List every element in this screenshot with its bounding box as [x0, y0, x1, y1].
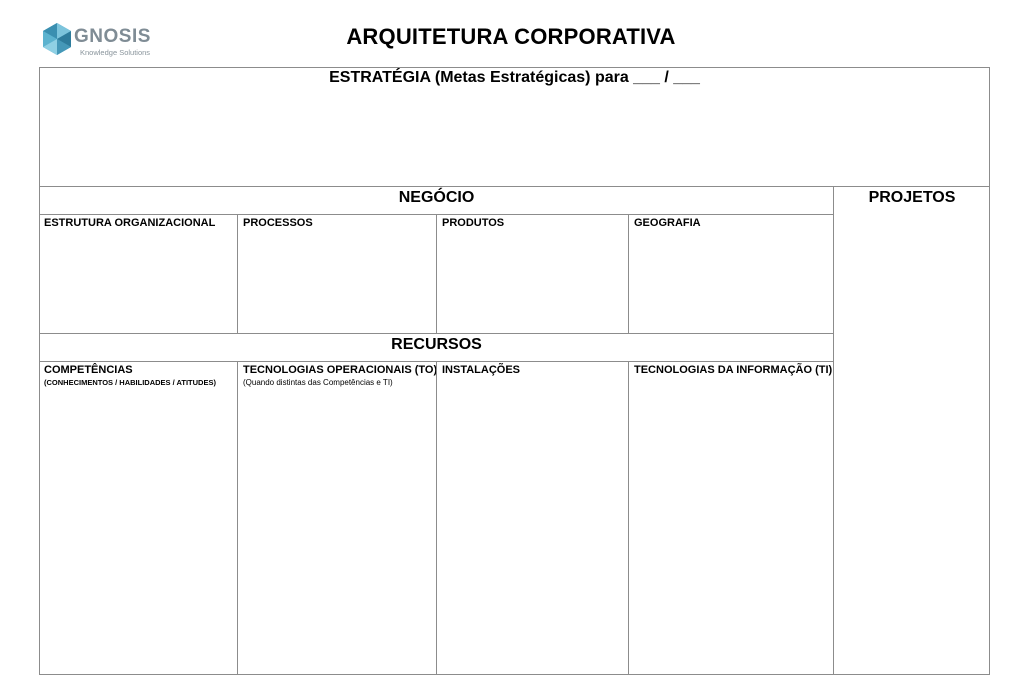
logo-tagline: Knowledge Solutions: [80, 48, 151, 57]
logo-brand: GNOSIS: [74, 26, 151, 47]
negocio-col-geografia: GEOGRAFIA: [634, 217, 701, 229]
projetos-heading: PROJETOS: [868, 189, 956, 206]
divider-negocio-2: [436, 214, 437, 333]
page-title: ARQUITETURA CORPORATIVA: [346, 24, 676, 49]
recursos-heading: RECURSOS: [391, 336, 482, 353]
negocio-col-produtos: PRODUTOS: [442, 217, 505, 229]
recursos-col-competencias-note: (CONHECIMENTOS / HABILIDADES / ATITUDES): [44, 378, 216, 387]
divider-recursos-2: [436, 361, 437, 675]
divider-estrategia: [39, 186, 990, 187]
negocio-col-estrutura: ESTRUTURA ORGANIZACIONAL: [44, 217, 216, 229]
divider-recursos-top: [39, 333, 833, 334]
divider-recursos-1: [237, 361, 238, 675]
estrategia-heading: ESTRATÉGIA (Metas Estratégicas) para ___ / ___: [329, 69, 700, 86]
divider-projetos: [833, 186, 834, 675]
negocio-heading: NEGÓCIO: [398, 189, 475, 206]
negocio-col-processos: PROCESSOS: [243, 217, 313, 229]
divider-negocio-3: [628, 214, 629, 333]
recursos-col-instalacoes: INSTALAÇÕES: [442, 364, 521, 376]
recursos-col-competencias: COMPETÊNCIAS: [44, 364, 133, 376]
recursos-col-to: TECNOLOGIAS OPERACIONAIS (TO): [243, 364, 438, 376]
divider-recursos-3: [628, 361, 629, 675]
recursos-col-ti: TECNOLOGIAS DA INFORMAÇÃO (TI): [634, 364, 833, 376]
recursos-col-to-note: (Quando distintas das Competências e TI): [243, 378, 393, 387]
divider-negocio-1: [237, 214, 238, 333]
